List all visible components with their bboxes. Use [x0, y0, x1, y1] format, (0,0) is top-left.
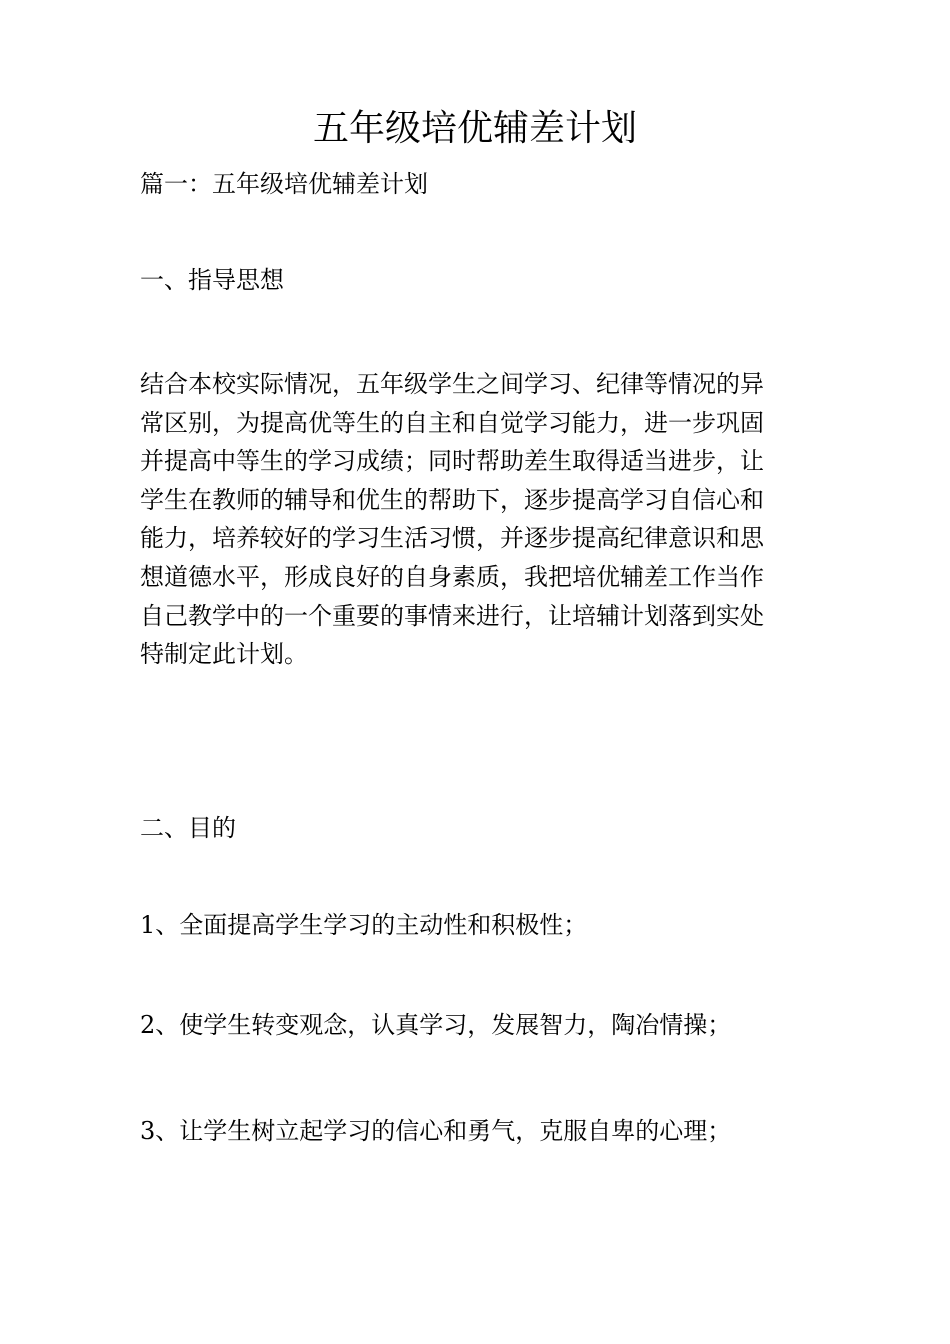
guiding-thought-paragraph: [140, 365, 810, 674]
paragraph-line: 结合本校实际情况，五年级学生之间学习、纪律等情况的异: [140, 370, 764, 398]
section-heading-guiding-thought: 一、指导思想: [140, 266, 284, 294]
paragraph-line: 常区别，为提高优等生的自主和自觉学习能力，进一步巩固: [140, 408, 764, 437]
document-subtitle: 篇一：五年级培优辅差计划: [140, 170, 428, 198]
paragraph-line: 学生在教师的辅导和优生的帮助下，逐步提高学习自信心和: [140, 485, 764, 514]
goal-item: 3、让学生树立起学习的信心和勇气，克服自卑的心理；: [140, 1117, 732, 1145]
paragraph-line: 特制定此计划。: [140, 640, 308, 669]
document-title: 五年级培优辅差计划: [312, 108, 637, 149]
paragraph-line: 想道德水平，形成良好的自身素质，我把培优辅差工作当作: [140, 562, 764, 591]
paragraph-line: 自己教学中的一个重要的事情来进行，让培辅计划落到实处: [140, 601, 764, 630]
goal-item: 2、使学生转变观念，认真学习，发展智力，陶冶情操；: [140, 1011, 732, 1039]
goal-item: 1、全面提高学生学习的主动性和积极性；: [140, 911, 588, 939]
paragraph-line: 能力，培养较好的学习生活习惯，并逐步提高纪律意识和思: [140, 524, 764, 553]
paragraph-line: 并提高中等生的学习成绩；同时帮助差生取得适当进步，让: [140, 447, 764, 476]
section-heading-purpose: 二、目的: [140, 814, 236, 842]
